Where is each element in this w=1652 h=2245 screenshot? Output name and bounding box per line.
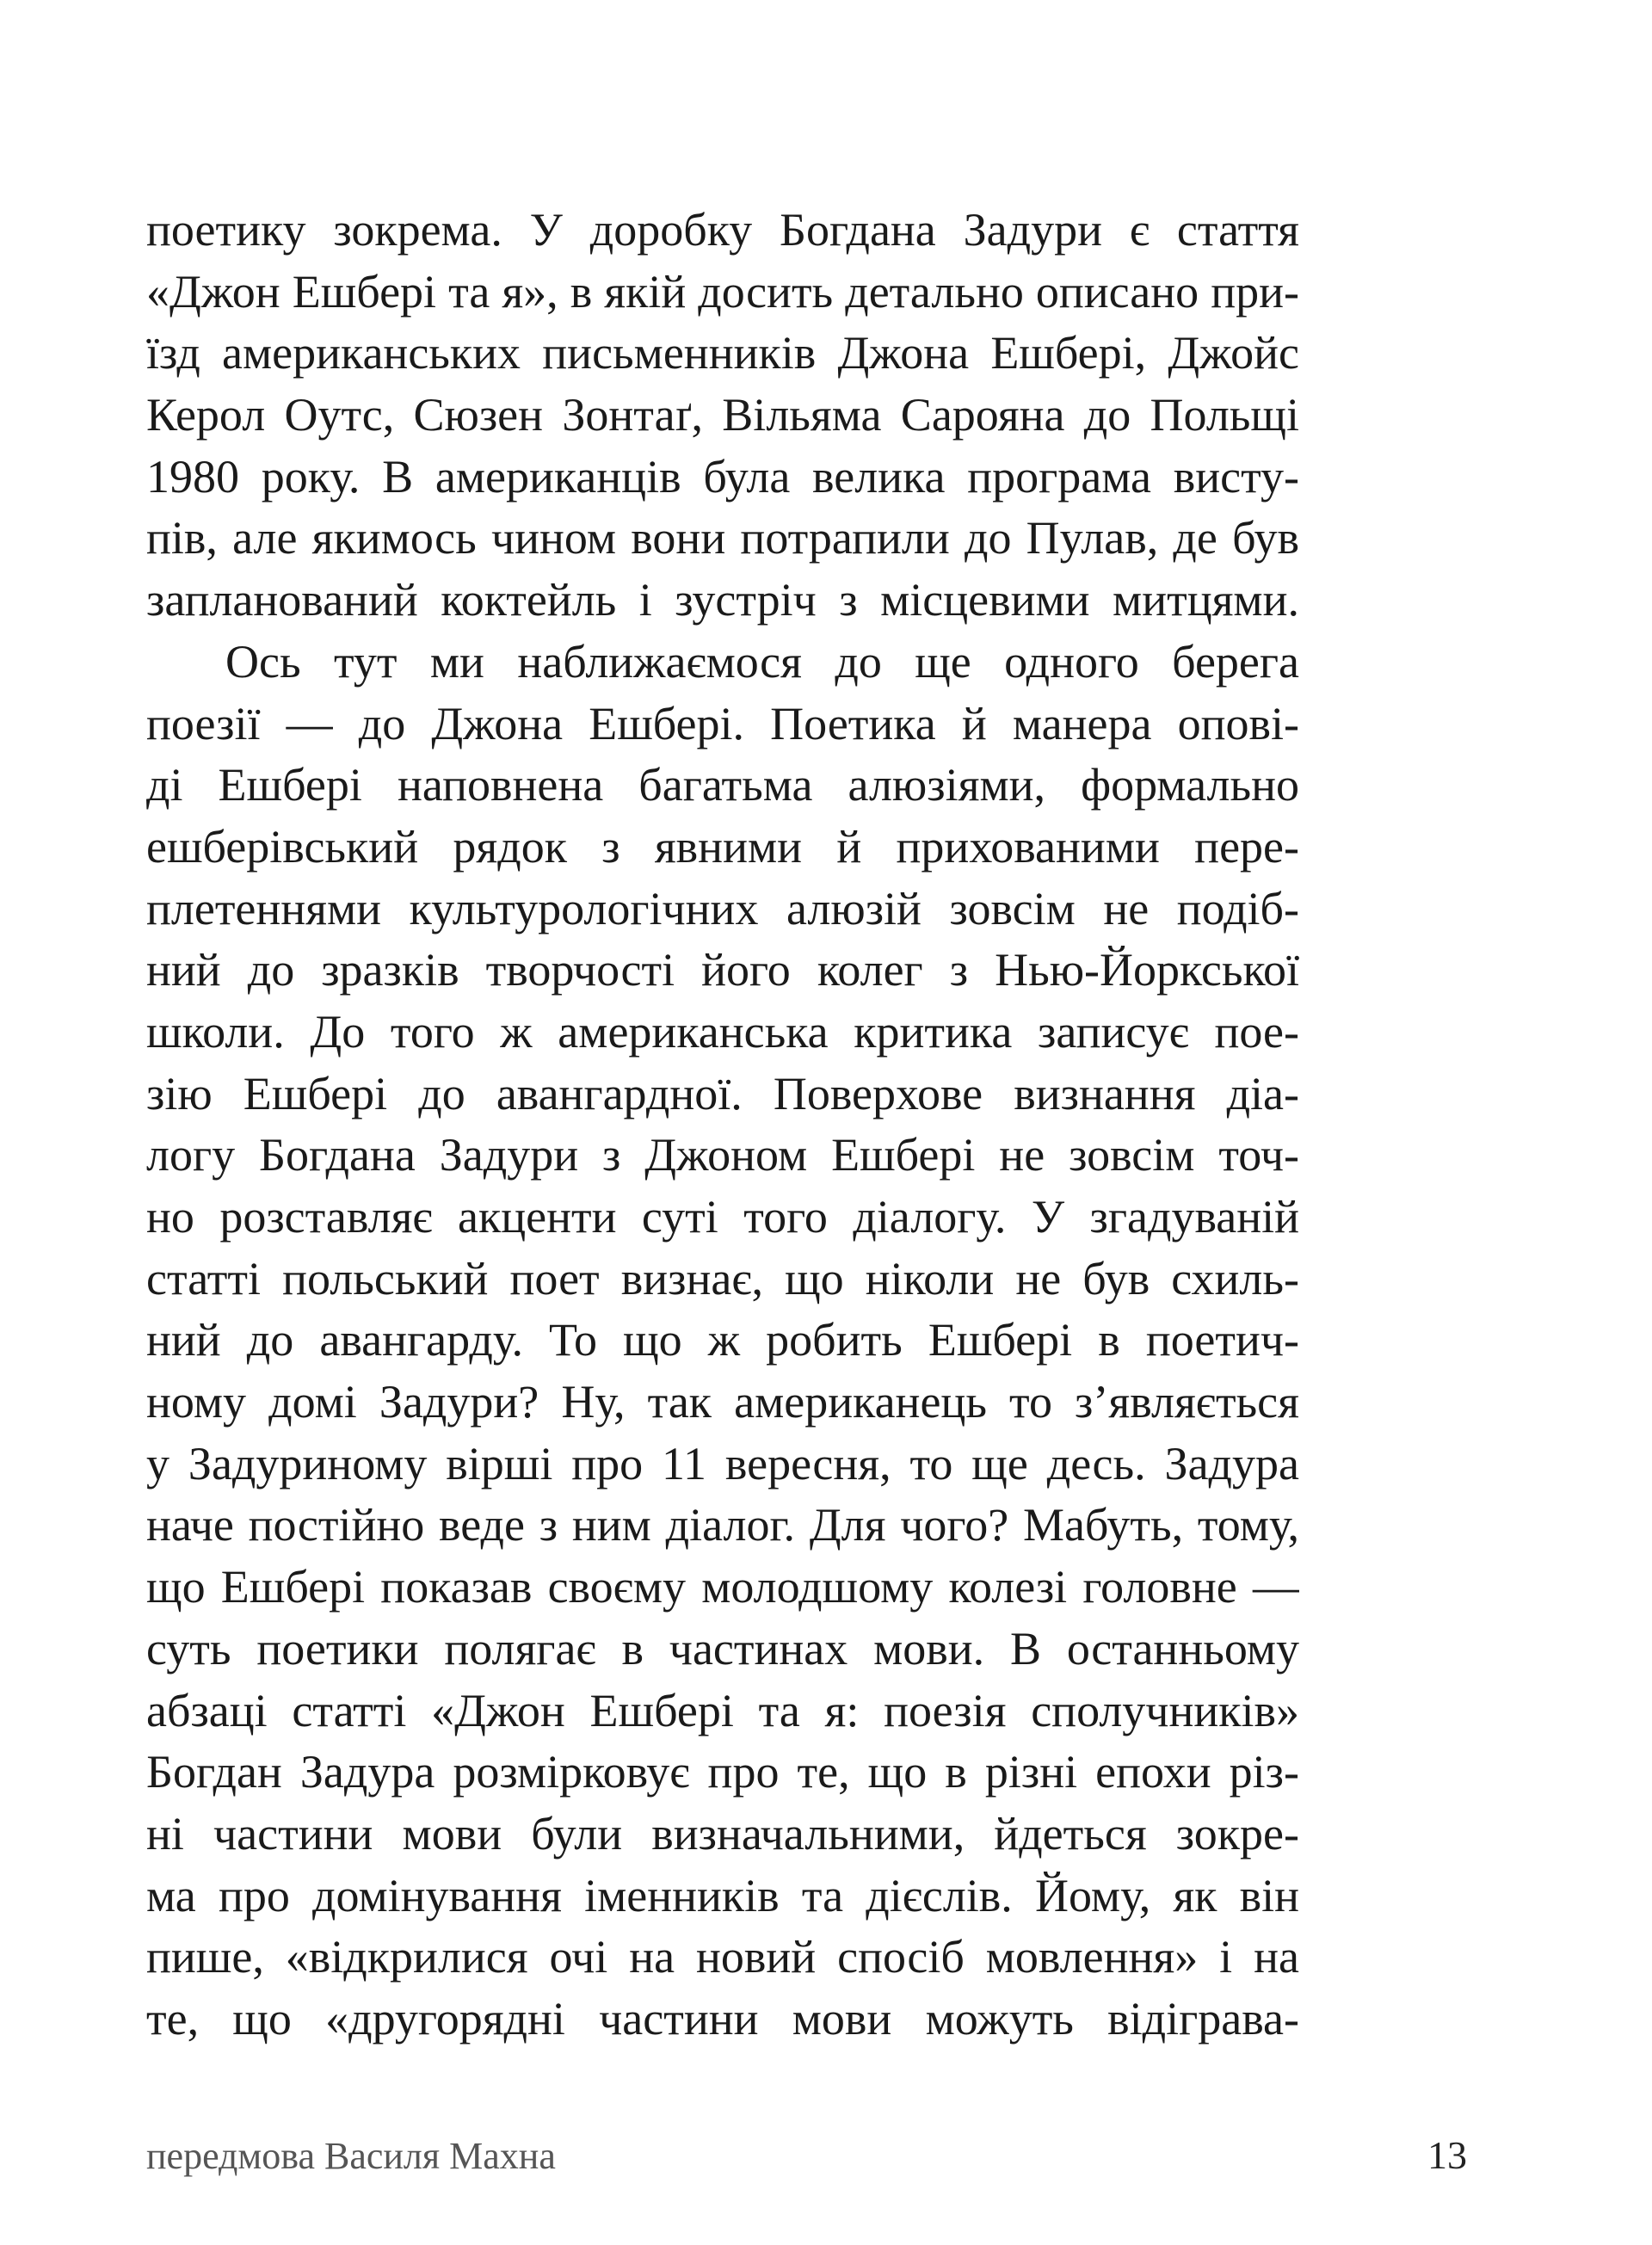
text-line: статті польський поет визнає, що ніколи не був схиль- <box>146 1252 1299 1304</box>
text-line: суть поетики полягає в частинах мови. В останньому <box>146 1622 1299 1674</box>
text-line: ний до авангарду. То що ж робить Ешбері в поетич- <box>146 1314 1299 1366</box>
text-line: Керол Оутс, Сюзен Зонтаґ, Вільяма Сарояна до Польщі <box>146 389 1299 441</box>
text-line: пише, «відкрилися очі на новий спосіб мовлення» і на <box>146 1931 1299 1983</box>
text-line: ма про домінування іменників та дієслів. Йому, як він <box>146 1869 1299 1921</box>
text-line: логу Богдана Задури з Джоном Ешбері не зовсім точ- <box>146 1129 1299 1181</box>
text-line: їзд американських письменників Джона Ешбері, Джойс <box>146 327 1299 379</box>
text-line: ному домі Задури? Ну, так американець то з’являється <box>146 1376 1299 1428</box>
text-line: ний до зразків творчості його колег з Нью-Йоркської <box>146 944 1299 996</box>
text-line: поетику зокрема. У доробку Богдана Задури є стаття <box>146 204 1299 256</box>
page-number: 13 <box>1427 2133 1467 2177</box>
text-line: плетеннями культурологічних алюзій зовсім не подіб- <box>146 882 1299 934</box>
text-line: «Джон Ешбері та я», в якій досить детально описано при- <box>146 265 1299 318</box>
text-line: Богдан Задура розмірковує про те, що в різні епохи різ- <box>146 1746 1299 1798</box>
text-line: у Задуриному вірші про 11 вересня, то ще десь. Задура <box>146 1437 1299 1489</box>
text-line: наче постійно веде з ним діалог. Для чого? Мабуть, тому, <box>146 1499 1299 1551</box>
text-line: ні частини мови були визначальними, йдеться зокре- <box>146 1807 1299 1860</box>
text-line: но розставляє акценти суті того діалогу. У згадуваній <box>146 1191 1299 1243</box>
text-line: ешберівський рядок з явними й прихованими пере- <box>146 820 1299 873</box>
text-line: те, що «другорядні частини мови можуть відіграва- <box>146 1992 1299 2045</box>
text-line: ді Ешбері наповнена багатьма алюзіями, формально <box>146 759 1299 811</box>
text-line: абзаці статті «Джон Ешбері та я: поезія сполучників» <box>146 1684 1299 1736</box>
text-line: школи. До того ж американська критика записує пое- <box>146 1005 1299 1058</box>
text-line: Ось тут ми наближаємося до ще одного берега <box>225 635 1299 688</box>
text-line: запланований коктейль і зустріч з місцевими митцями. <box>146 574 1299 626</box>
running-footer-title: передмова Василя Махна <box>146 2135 556 2177</box>
text-line: зію Ешбері до авангардної. Поверхове визнання діа- <box>146 1067 1299 1119</box>
text-line: 1980 року. В американців була велика програма висту- <box>146 450 1299 503</box>
text-line: пів, але якимось чином вони потрапили до Пулав, де був <box>146 512 1299 564</box>
text-line: поезії — до Джона Ешбері. Поетика й манера опові- <box>146 697 1299 749</box>
body-text <box>146 200 1299 2051</box>
text-line: що Ешбері показав своєму молодшому колезі головне — <box>146 1561 1299 1613</box>
